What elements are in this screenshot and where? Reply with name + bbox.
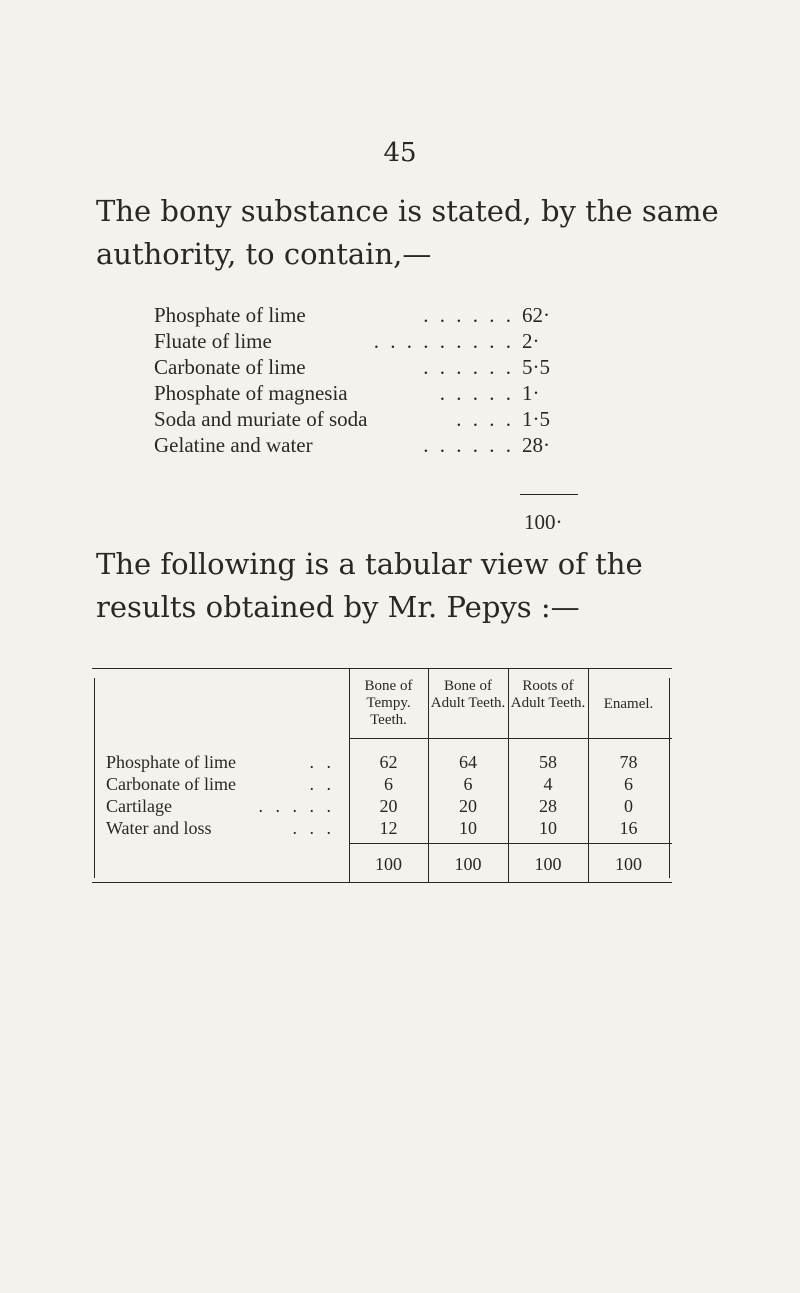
composition-row <box>154 302 574 328</box>
leader-dots: . . <box>309 774 335 794</box>
leader-dots: . . <box>309 752 335 772</box>
table-right-rule <box>669 678 670 878</box>
table-cell: 58 <box>539 752 557 772</box>
table-cell: 10 <box>539 818 557 838</box>
composition-label: Soda and muriate of soda <box>154 407 368 431</box>
composition-value: 28· <box>522 433 550 457</box>
table-cell: 6 <box>463 774 473 794</box>
column-header: Roots of Adult Teeth. <box>510 678 586 711</box>
table-intro-paragraph: The following is a tabular view of the results obtained by Mr. Pepys :— <box>96 547 643 624</box>
total-cell: 100 <box>454 854 482 874</box>
composition-row <box>154 328 574 354</box>
composition-value: 62· <box>522 303 550 327</box>
table-cell: 12 <box>379 818 398 838</box>
leader-dots: . . . . . . <box>423 433 514 457</box>
composition-row <box>154 380 574 406</box>
header-rule <box>349 738 672 739</box>
table-cell: 78 <box>619 752 638 772</box>
leader-dots: . . . . . . . . . <box>373 329 514 353</box>
total-cell: 100 <box>375 854 402 874</box>
row-label: Cartilage <box>106 796 172 816</box>
table-cell: 16 <box>619 818 638 838</box>
leader-dots: . . . . . <box>439 381 514 405</box>
table-cell: 6 <box>384 774 393 794</box>
table-bottom-rule <box>92 882 672 883</box>
composition-value: 1· <box>522 381 540 405</box>
table-cell: 20 <box>379 796 398 816</box>
leader-dots: . . . . <box>456 407 514 431</box>
leader-dots: . . . . . . <box>423 355 514 379</box>
composition-list <box>154 302 574 534</box>
composition-total: 100· <box>524 510 563 534</box>
table-cell: 10 <box>459 818 477 838</box>
table-cell: 62 <box>379 752 398 772</box>
leader-dots: . . . <box>292 818 335 838</box>
composition-value: 5·5 <box>522 355 550 379</box>
table-cell: 4 <box>543 774 553 794</box>
row-label: Phosphate of lime <box>106 752 236 772</box>
total-cell: 100 <box>534 854 562 874</box>
composition-value: 2· <box>522 329 540 353</box>
composition-label: Phosphate of lime <box>154 303 306 327</box>
leader-dots: . . . . . . <box>423 303 514 327</box>
table-cell: 0 <box>624 796 633 816</box>
sum-rule <box>520 494 578 495</box>
row-label: Carbonate of lime <box>106 774 236 794</box>
table-cell: 6 <box>624 774 633 794</box>
column-header: Enamel. <box>603 696 654 712</box>
composition-row <box>154 354 574 380</box>
row-label: Water and loss <box>106 818 212 838</box>
table-cell: 28 <box>539 796 557 816</box>
composition-row <box>154 406 574 432</box>
table-cell: 64 <box>459 752 477 772</box>
composition-value: 1·5 <box>522 407 550 431</box>
column-header: Bone of Adult Teeth. <box>430 678 506 711</box>
composition-label: Fluate of lime <box>154 329 272 353</box>
table-cell: 20 <box>459 796 477 816</box>
composition-label: Phosphate of magnesia <box>154 381 348 405</box>
leader-dots: . . . . . <box>258 796 335 816</box>
column-header: Bone of Tempy. Teeth. <box>364 678 413 728</box>
totals-rule <box>349 843 672 844</box>
composition-label: Carbonate of lime <box>154 355 306 379</box>
composition-label: Gelatine and water <box>154 433 313 457</box>
intro-paragraph: The bony substance is stated, by the same authority, to contain,— <box>96 194 719 271</box>
analysis-table <box>92 668 672 885</box>
table-top-rule <box>92 668 672 669</box>
composition-row <box>154 432 574 458</box>
page-number: 45 <box>383 138 417 168</box>
total-cell: 100 <box>615 854 642 874</box>
